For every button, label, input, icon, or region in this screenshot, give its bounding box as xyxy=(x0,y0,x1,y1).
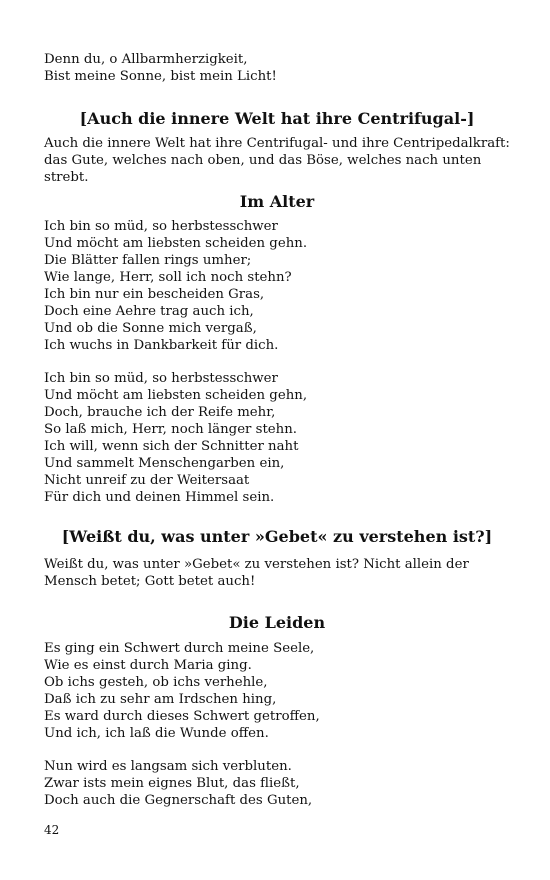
verse-line: Daß ich zu sehr am Irdschen hing, xyxy=(44,692,277,707)
poem-title: Im Alter xyxy=(239,192,315,211)
prose-paragraph: Auch die innere Welt hat ihre Centrifugal- und ihre Centripedalkraft: das Gute, welches nach oben, und das Böse, welches nach unten strebt. xyxy=(44,136,510,185)
verse-line: Die Blätter fallen rings umher; xyxy=(44,253,252,268)
verse-line: Und ob die Sonne mich vergaß, xyxy=(44,321,257,336)
section-heading: [Auch die innere Welt hat ihre Centrifugal-] xyxy=(79,109,475,128)
poem-title: Die Leiden xyxy=(228,613,326,632)
prose-paragraph: Weißt du, was unter »Gebet« zu verstehen ist? Nicht allein der Mensch betet; Gott betet auch! xyxy=(44,557,469,589)
verse-line: Es ward durch dieses Schwert getroffen, xyxy=(44,709,320,724)
verse-line: Ich bin so müd, so herbstesschwer xyxy=(44,371,278,386)
verse-line: Zwar ists mein eignes Blut, das fließt, xyxy=(44,776,300,791)
verse-line: Und sammelt Menschengarben ein, xyxy=(44,456,285,471)
verse-line: Und ich, ich laß die Wunde offen. xyxy=(44,726,269,741)
verse-line: Nicht unreif zu der Weitersaat xyxy=(44,473,250,488)
verse-line: Ich bin nur ein bescheiden Gras, xyxy=(44,287,265,302)
verse-line: Für dich und deinen Himmel sein. xyxy=(44,490,275,505)
verse-line: Doch eine Aehre trag auch ich, xyxy=(44,304,254,319)
verse-line: Denn du, o Allbarmherzigkeit, xyxy=(44,52,248,67)
verse-line: Ich will, wenn sich der Schnitter naht xyxy=(44,439,299,454)
verse-line: Es ging ein Schwert durch meine Seele, xyxy=(44,641,315,656)
verse-line: Wie es einst durch Maria ging. xyxy=(44,658,252,673)
verse-line: Nun wird es langsam sich verbluten. xyxy=(44,759,292,774)
section-heading: [Weißt du, was unter »Gebet« zu verstehen ist?] xyxy=(61,527,493,546)
verse-line: Und möcht am liebsten scheiden gehn, xyxy=(44,388,308,403)
page-number: 42 xyxy=(44,823,60,837)
verse-line: Bist meine Sonne, bist mein Licht! xyxy=(44,69,277,84)
verse-line: Ich bin so müd, so herbstesschwer xyxy=(44,219,278,234)
verse-line: Doch auch die Gegnerschaft des Guten, xyxy=(44,793,313,808)
verse-line: Ich wuchs in Dankbarkeit für dich. xyxy=(44,338,279,353)
verse-line: Doch, brauche ich der Reife mehr, xyxy=(44,405,276,420)
verse-line: So laß mich, Herr, noch länger stehn. xyxy=(44,422,298,437)
verse-line: Wie lange, Herr, soll ich noch stehn? xyxy=(44,270,292,285)
verse-line: Und möcht am liebsten scheiden gehn. xyxy=(44,236,308,251)
verse-line: Ob ichs gesteh, ob ichs verhehle, xyxy=(44,675,268,690)
